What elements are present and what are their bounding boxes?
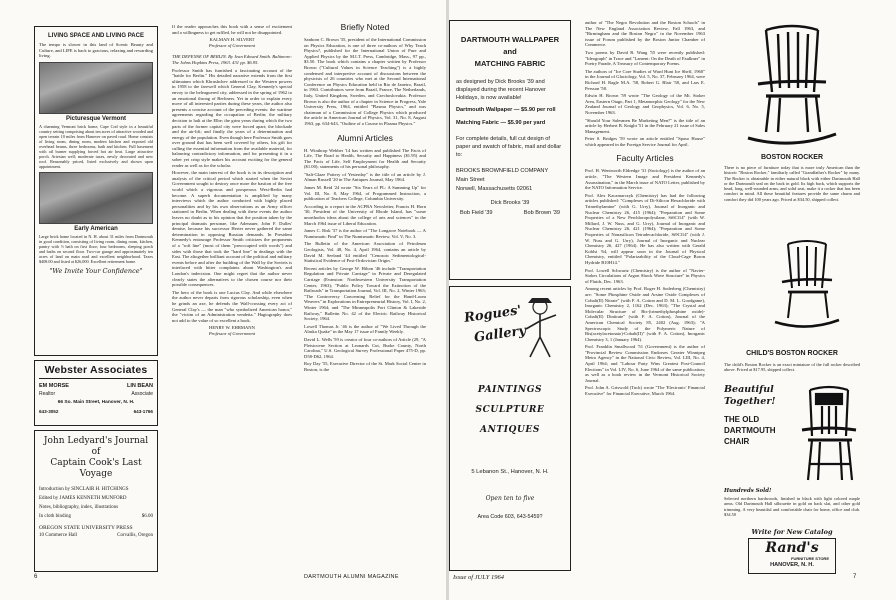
- ledyard-intro-by: Introduction by SINCLAIR H. HITCHINGS: [39, 487, 129, 492]
- right-ads-column: [449, 20, 571, 574]
- designer-name1: Dick Brooks '39: [490, 200, 530, 206]
- designer-name2: Bob Field '39: [460, 210, 493, 216]
- faculty-f3: Prof. Lowell Schwartz (Chemistry) is the author of "Navier-Stokes Circulations of Argon Shock Wave Structure" in Physics of Fluids, Dec. 1963.: [585, 267, 705, 284]
- child-rocker-title: CHILD'S BOSTON ROCKER: [746, 350, 838, 357]
- sig1-name: KALMAN H. SILVERT: [209, 37, 255, 43]
- faculty-p5: Peter S. Bridges '59 wrote an article entitled "Spaso House" which appeared in the Foreign Service Journal for April.: [585, 136, 705, 147]
- vermont-house-photo: [39, 62, 153, 114]
- wallpaper-title1: DARTMOUTH WALLPAPER: [460, 35, 560, 44]
- wallpaper-desc: as designed by Dick Brooks '39 and displayed during the recent Hanover Holidays, is now available!: [456, 79, 546, 101]
- gallery-address: 5 Lebanon St., Hanover, N. H.: [471, 469, 549, 475]
- webster-ad: [34, 360, 158, 426]
- gallery-phone: Area Code 603, 643-5459?: [477, 514, 543, 520]
- wallpaper-street: Main Street: [456, 177, 485, 183]
- rands-logo-box: [748, 538, 836, 574]
- sig2-name: HENRY W. EHRMANN: [209, 325, 255, 331]
- role-right: Associate: [131, 391, 153, 397]
- beautiful-subhead: Hundreds Sold!: [724, 488, 772, 494]
- alumni-p2: H. Winthrop Webber '14 has written and published The Facts of Life, The Road to Health, Security and Happiness ($1.95) and The Facts of Life, Self Employment for Health and Security ($1.00); statements of his personal philosophy.: [304, 147, 426, 170]
- alumni-p4: James M. Reid '24 wrote "Six Years of PL: A Summing Up" for Vol. III, No. 8, May 1964, of Programmed Instruction, a publication of Teachers College, Columbia University.: [304, 185, 426, 202]
- faculty-f1: Prof. H. Wentworth Eldredge '31 (Sociology) is the author of an article, "The Western Image and President Kennedy's Assassination," in the March issue of NATO Letter, published by the NATO Information Service.: [585, 168, 705, 191]
- left-ads-column: [34, 26, 158, 574]
- alumni-p8: Recent articles by George W. Hilton '46 include "Transportation Regulation and Private Carriage" in Private and Deregulated Carriage (Evanston: Northwestern University Transportation Center, 1963); "Public Policy Toward the Extinction of the Railroads" in Transportation Journal, Vol. III, No. 2, Winter 1963; "The Controversy Concerning Relief for the Hand-Loom Weavers" in Explorations in Entrepreneurial History, Vol. I, No. 2, Winter 1964; and "The Minneapolis Port Clinton & Lakeside Railway," Bulletin No. 42 of the Electric Railway Historical Society, 1964.: [304, 265, 426, 322]
- phone-left: 643-3052: [39, 409, 59, 414]
- ledyard-city: Corvallis, Oregon: [117, 533, 153, 538]
- ledyard-title1: John Ledyard's Journal of: [43, 436, 149, 457]
- living-space-ad: [34, 26, 158, 356]
- alumni-articles-heading: Alumni Articles: [337, 132, 393, 143]
- faculty-f5: Prof. Franklin Smallwood '51 (Government) is the author of "Provincial Review Commission Endorses Greater Winnipeg Metro Agency" in the National Civic Review, Vol. LIII, No. 4, April 1964; and "Labour Party Wins Greatest Post-Council Elections" in Vol. LIV, No. 6, June 1964 of the same publication; as well as a book review in the Vermont Historical Society Journal.: [585, 344, 705, 383]
- review-book-title: THE DEFENSE OF BERLIN. By Jean Edward Smith. Baltimore: The Johns Hopkins Press, 1963. 431 pp. $6.95.: [172, 54, 292, 65]
- gallery-logo-line1: Rogues': [463, 303, 523, 326]
- alumni-p3: "Salt-Glaze Pottery of Yesterday" is the title of an article by J. Alman Russell '20 in The Antiques Journal, May 1964.: [304, 171, 426, 183]
- alumni-p11: Roy Day '55, Executive Director of the St. Mark Social Center in Boston, is the: [304, 361, 426, 372]
- faculty-p2: The authors of "Ice Core Studies of Ward Hunt Ice Shelf, 1960" in the Journal of Glaciology, Vol. 5, No. 37, February 1964, were Richard H. Ragle M.A. '58, Robert G. Blair '58, and Lars E. Persson '58.: [585, 68, 705, 91]
- faculty-f6: Prof. John A. Griswold (Tuck) wrote "The 'Electronic' Financial Executive" for Financial Executive, March 1964.: [585, 385, 705, 397]
- ledyard-address: 10 Commerce Hall: [39, 533, 78, 538]
- webster-address: 66 So. Main Street, Hanover, N. H.: [57, 400, 135, 405]
- phone-right: 643-1766: [133, 409, 153, 414]
- boston-rocker-title: BOSTON ROCKER: [760, 154, 824, 161]
- ledyard-price: $6.00: [141, 514, 153, 519]
- wallpaper-title2: and: [503, 47, 517, 56]
- left-page-number: 6: [34, 574, 38, 580]
- wallpaper-price-label: Dartmouth Wallpaper — $5.90 per roll: [456, 107, 556, 113]
- beautiful-line4: DARTMOUTH: [724, 426, 776, 435]
- listing1-text: A charming Vermont brick home, Cape Cod style in a beautiful country setting comprising about ten acres of attractive wooded and open terrain 10 miles from Hanover on paved road. Home consists of living room, dining room, modern kitchen and exposed old overhead beams, three bedrooms, bath and kitchen. Full basement with oil burner supplying forced hot air heat. Large attractive porch. Artesian well; moderate taxes, newly decorated and new roof. Reasonably priced, listed exclusively and shown upon appointment.: [39, 123, 153, 169]
- rands-catalog: Write for New Catalog: [751, 528, 833, 536]
- ledyard-binding: In cloth binding: [39, 514, 71, 519]
- faculty-f2: Prof. Alex Kaczmarczyk (Chemistry) has had the following articles published: "Complexes of Di-Silicon Hexachloride with Trimethylamine" (with G. Urry), Journal of Inorganic and Nuclear Chemistry 26, 415 (1964); "Preparation and Some Properties of a New Perchloropolysilane, Si6Cl14" (with W. Millard, J. W. Nuss, and G. Urry), Journal of Inorganic and Nuclear Chemistry 26, 421 (1964); "Preparation and Some Properties of Nonasilicon Tetradecachloride, Si9Cl14" (with J. W. Nuss and G. Urry), Journal of Inorganic and Nuclear Chemistry 26, 427 (1964). He has also written with Gerald Koblsi '64, will appear soon in the Journal of Physical Chemistry, entitled "Polarizability of the Cloud-Cage Boron Hydride B10H14.": [585, 192, 705, 265]
- ledyard-ad: [34, 430, 158, 572]
- briefly-noted-heading: Briefly Noted: [340, 22, 390, 32]
- rands-ad: [724, 20, 860, 574]
- faculty-articles-heading: Faculty Articles: [616, 153, 674, 164]
- fabric-price-label: Matching Fabric — $5.90 per yard: [456, 120, 546, 126]
- alumni-p5: According to a report in the ACPRA Newsletter, Francis H. Horn '30, President of the University of Rhode Island, has "some unorthodox ideas about the college of arts and sciences" in the March 1964 issue of Liberal Education.: [304, 203, 426, 226]
- sig1-title: Professor of Government: [208, 42, 256, 48]
- dartmouth-chair-image: [798, 384, 860, 484]
- webster-name: Webster Associates: [39, 364, 153, 379]
- child-rocker-text: The child's Boston Rocker is an exact miniature of the full rocker described above. Priced at $17.95, shipped collect.: [724, 362, 860, 373]
- agent-left: EM MORSE: [39, 383, 69, 389]
- review-p4: The hero of the book is one Lucius Clay. And while elsewhere the author never departs from rigorous scholarship, even when he grinds an axe, he defends the Wall-crossing every act of General Clay's — the man "who symbolized American honor," the "victim of an Administration vendetta." Hagiography does not add to the value of so excellent a book.: [172, 289, 292, 323]
- alumni-p9: Lowell Thomas Jr. '46 is the author of "We Lived Through the Alaska Quake" in the May 17 issue of Family Weekly.: [304, 323, 426, 335]
- listing2-text: Large brick home located in N. H. about 31 miles from Dartmouth in good condition, consisting of living room, dining room, kitchen, pantry with ½ bath on first floor; four bedrooms, sleeping porch and baths on second floor. Two-car garage and approximately ten acres of land on main road and excellent neighborhood. Taxes $408.00 and listed at $26,000. Excellent retirement home.: [39, 233, 153, 264]
- beautiful-line2: Together!: [724, 396, 776, 407]
- faculty-p1: Two poems by David R. Wang '55 were recently published: "Ideograph" in Trace and "Lament: On the Death of Faulkner" in Poetry Parade, A Treasury of Contemporary Poems.: [585, 49, 705, 67]
- gallery-item1: PAINTINGS: [477, 385, 543, 395]
- beautiful-together-block: [724, 384, 794, 447]
- review-p1: If the reader approaches this book with a sense of excitement and a willingness to get ruffled, he will not be disappointed.: [172, 24, 292, 35]
- gallery-item3: ANTIQUES: [480, 425, 540, 435]
- gallery-item2: SCULPTURE: [475, 405, 545, 415]
- gallery-logo-line2: Gallery: [473, 323, 527, 346]
- boston-rocker-image: [744, 22, 840, 150]
- wallpaper-ad: [449, 20, 571, 280]
- rands-city: HANOVER, N. H.: [770, 562, 814, 568]
- faculty-lead: author of "The Negro Revolution and the Boston Schools" in The New England Association Review, Fall 1963, and "Birmingham and the Boston Negro" in the November 1963 issue of Forum published by the Boston Junior Chamber of Commerce.: [585, 20, 705, 48]
- slogan: "We Invite Your Confidence": [49, 266, 143, 275]
- agent-right: LIN BEAN: [127, 383, 153, 389]
- rogue-figure-icon: [518, 295, 562, 361]
- gallery-logo: [456, 293, 564, 363]
- living-space-intro: The tempo is slower in this land of Scenic Beauty and Culture, and LIFE is back to gracious, relaxing and rewarding living.: [39, 42, 153, 59]
- issue-label: Issue of JULY 1964: [453, 574, 504, 581]
- ledyard-title2: Captain Cook's Last Voyage: [50, 458, 142, 479]
- wallpaper-company: BROOKS BROWNFIELD COMPANY: [456, 168, 549, 174]
- alumni-p7: The Bulletin of the American Association of Petroleum Geologists, Vol. 48, No. 4, April 1964, contains an article by David M. Seeland '44 entitled "Cenozoic Sedimentological-Statistical Evidence of Post-Ordovician Origin.": [304, 241, 426, 264]
- faculty-f4: Among recent articles by Prof. Roger H. Soderberg (Chemistry) are: "Some Phosphine Oxide and Arsine Oxide Complexes of Cobalt(II) Nitrate" (with F. A. Cotton and D. M. L. Goodgame), Inorganic Chemistry 2, 1162 (Dec. 1963); "The Crystal and Molecular Structure of Bis-(trimethylphosphine oxide)-Cobalt(II) Dinitrate" (with F. A. Cotton), Journal of the American Chemical Society 85, 2402 (Aug. 1963); "A Spectroscopic Study of the Polymeric Nature of Bis(acetylacetonato)-Cobalt(II)" (with F. A. Cotton), Inorganic Chemistry 3, 1 (January 1964).: [585, 286, 705, 342]
- review-p3: However, the main interest of the book is in its description and analysis of the critical period which started when the Soviet Government sought to destroy once more the bastion of the free world which a vigorous and prosperous West-Berlin had become. A superb documentation is amplified by many interviews which the author conducted with highly placed personalities and by his own observations as an Army officer stationed in Berlin. When dealing with these events the author leaves no doubt as to his opinion that the position taken by the principal dramatis personae, like Adenauer, John F. Dulles' demise, because his successor Herter never gathered the same determination in opposing Russian demands. In President Kennedy's entourage Professor Smith criticizes the proponents of a "soft line" (most of them "preoccupied with words") and sides with those that took the "hard line" in dealings with the East. The altogether brilliant account of the political and military events before and after the building of the Wall by the Soviets is interlaced with bitter complaints about Washington's and London's indecision. One might regret that the author never clearly states the alternatives to the chosen course nor their possible consequences.: [172, 170, 292, 288]
- rogues-gallery-ad: [449, 286, 571, 571]
- ledyard-edited-by: Edited by JAMES KENNETH MUNFORD: [39, 496, 127, 501]
- rands-sub: FURNITURE STORE: [791, 556, 829, 561]
- listing1-title: Picturesque Vermont: [65, 115, 127, 122]
- role-left: Realtor: [39, 391, 56, 397]
- review-p2: Professor Smith has furnished a fascinating account of the "battle for Berlin." His detailed narrative extends from the first ultimatum which Khrushchev addressed to the Western powers in 1958 to the farewell which General Clay, Kennedy's special envoy to the beleaguered city, addressed in the spring of 1962 to an emotional throng of Berliners. Yet in order to explain every move of all interested parties during these years, the author also presents a concise account of the preceding events: the wartime agreements regarding the occupation of Berlin; the military decision to halt at the Elbe; the grim years during which the two parts of the former capital city were forced apart; the blockade and the air-lift; and finally the years of a determination and energy of the population. Even though here Professor Smith goes over ground that has been well covered by others, his gift for culling the essential information from the available material, for balancing contradictory information, and for presenting it in a sober yet crisp style makes his account exciting for the general reader as well as for the scholar.: [172, 67, 292, 168]
- living-space-heading: LIVING SPACE AND LIVING PACE: [48, 33, 144, 39]
- wallpaper-details: For complete details, full cut design of paper and swatch of fabric, mail and dollar to:: [456, 136, 562, 158]
- beautiful-line5: CHAIR: [724, 437, 750, 446]
- ledyard-notes: Notes, bibliography, index, illustrations: [39, 505, 119, 510]
- left-masthead: DARTMOUTH ALUMNI MAGAZINE: [304, 574, 399, 580]
- ledyard-press: OREGON STATE UNIVERSITY PRESS: [39, 525, 133, 531]
- wallpaper-city: Norwell, Massachusetts 02061: [456, 186, 533, 192]
- wallpaper-title3: MATCHING FABRIC: [474, 59, 546, 68]
- boston-rocker-text: There is no piece of furniture today that is more truly American than the historic "Boston Rocker," familiarly called "Grandfather's Rocker" by many. The Rocker is obtainable in either natural black with either Dartmouth Hall or the Dartmouth seal on the back in gold. Its high back, which supports the head, long, well-rounded arms, and solid seat, make it a rocker that has been comfort in mind. All these beautiful features provide the same charm and comfort they did 100 years ago. Priced at $34.50, shipped collect.: [724, 165, 860, 202]
- faculty-p3: Edwin H. Brown '59 wrote "The Geology of the Mt. Stoker Area, Eastern Otago, Part 1, Metamorphic Geology" for the New Zealand Journal of Geology and Geophysics, Vol. 6, No. 5, November 1963.: [585, 93, 705, 115]
- briefly-noted-column: [304, 20, 426, 574]
- sig2-title: Professor of Government: [208, 330, 256, 336]
- rands-name: Rand's: [765, 540, 819, 556]
- early-american-house-photo: [39, 172, 153, 224]
- right-page-number: 7: [853, 574, 857, 580]
- beautiful-text: Selected northern hardwoods, finished in black with light colored maple arms. Old Dartmouth Hall silhouette in gold on back slat, and other gold trimming. A very beautiful and comfortable chair for home, office and club. $34.50: [724, 496, 860, 517]
- gallery-hours: Open ten to five: [485, 495, 535, 502]
- child-rocker-image: [772, 238, 842, 330]
- left-page: [0, 0, 447, 600]
- designer-name3: Bob Brown '39: [523, 210, 560, 216]
- alumni-p10: David L. Wells '59 is creator of four co-authors of Article (29, "A Pleistocene Section at Leonards Cut, Burke County, North Carolina," U.S. Geological Survey Professional Paper 475-D, pp. D58-D62, 1964.: [304, 336, 426, 359]
- listing2-title: Early American: [74, 225, 118, 232]
- faculty-column: [585, 20, 705, 574]
- faculty-p4: "Should Your Salesmen Be Marketing Men?" is the title of an article by Herbert B. Knight '51 in the February 21 issue of Sales Management.: [585, 117, 705, 134]
- review-column: [172, 24, 292, 574]
- beautiful-line1: Beautiful: [724, 384, 774, 395]
- beautiful-line3: THE OLD: [724, 415, 760, 424]
- briefly-p1: Sanborn C. Brown '35, president of the International Commission on Physics Education, is one of three co-authors of Why Teach Physics?, published for the International Union of Pure and Applied Physics by the M.I.T. Press, Cambridge, Mass., 97 pp., $3.50. The book which contains a chapter written by Professor Brown ("Cultural Values in Science Teaching") is a highly condensed and interpretive account of discussions between the physicists of 26 countries who met at the Second International Conference on Physics Education held in Rio de Janeiro, Brazil, in 1963. Contributors were from Brazil, France, The Netherlands, Italy, United Kingdom, Sweden, and Czechoslovakia. Professor Brown is also the author of a chapter in Science in Progress, Yale University Press, 1964, entitled "Plasma Physics," and was chairman of a Commission of College Physics which produced the article in American Journal of Physics, Vol. 31, No. 8, August 1963, pp. 634-643, "Outline of a Course in Plasma Physics.": [304, 37, 426, 126]
- alumni-p6: James C. Risk '37 is the author of "The Longacre Notebook — A Numismatic Find" in The Numismatic Review, Vol. V, No. 3.: [304, 228, 426, 239]
- right-page: [449, 0, 896, 600]
